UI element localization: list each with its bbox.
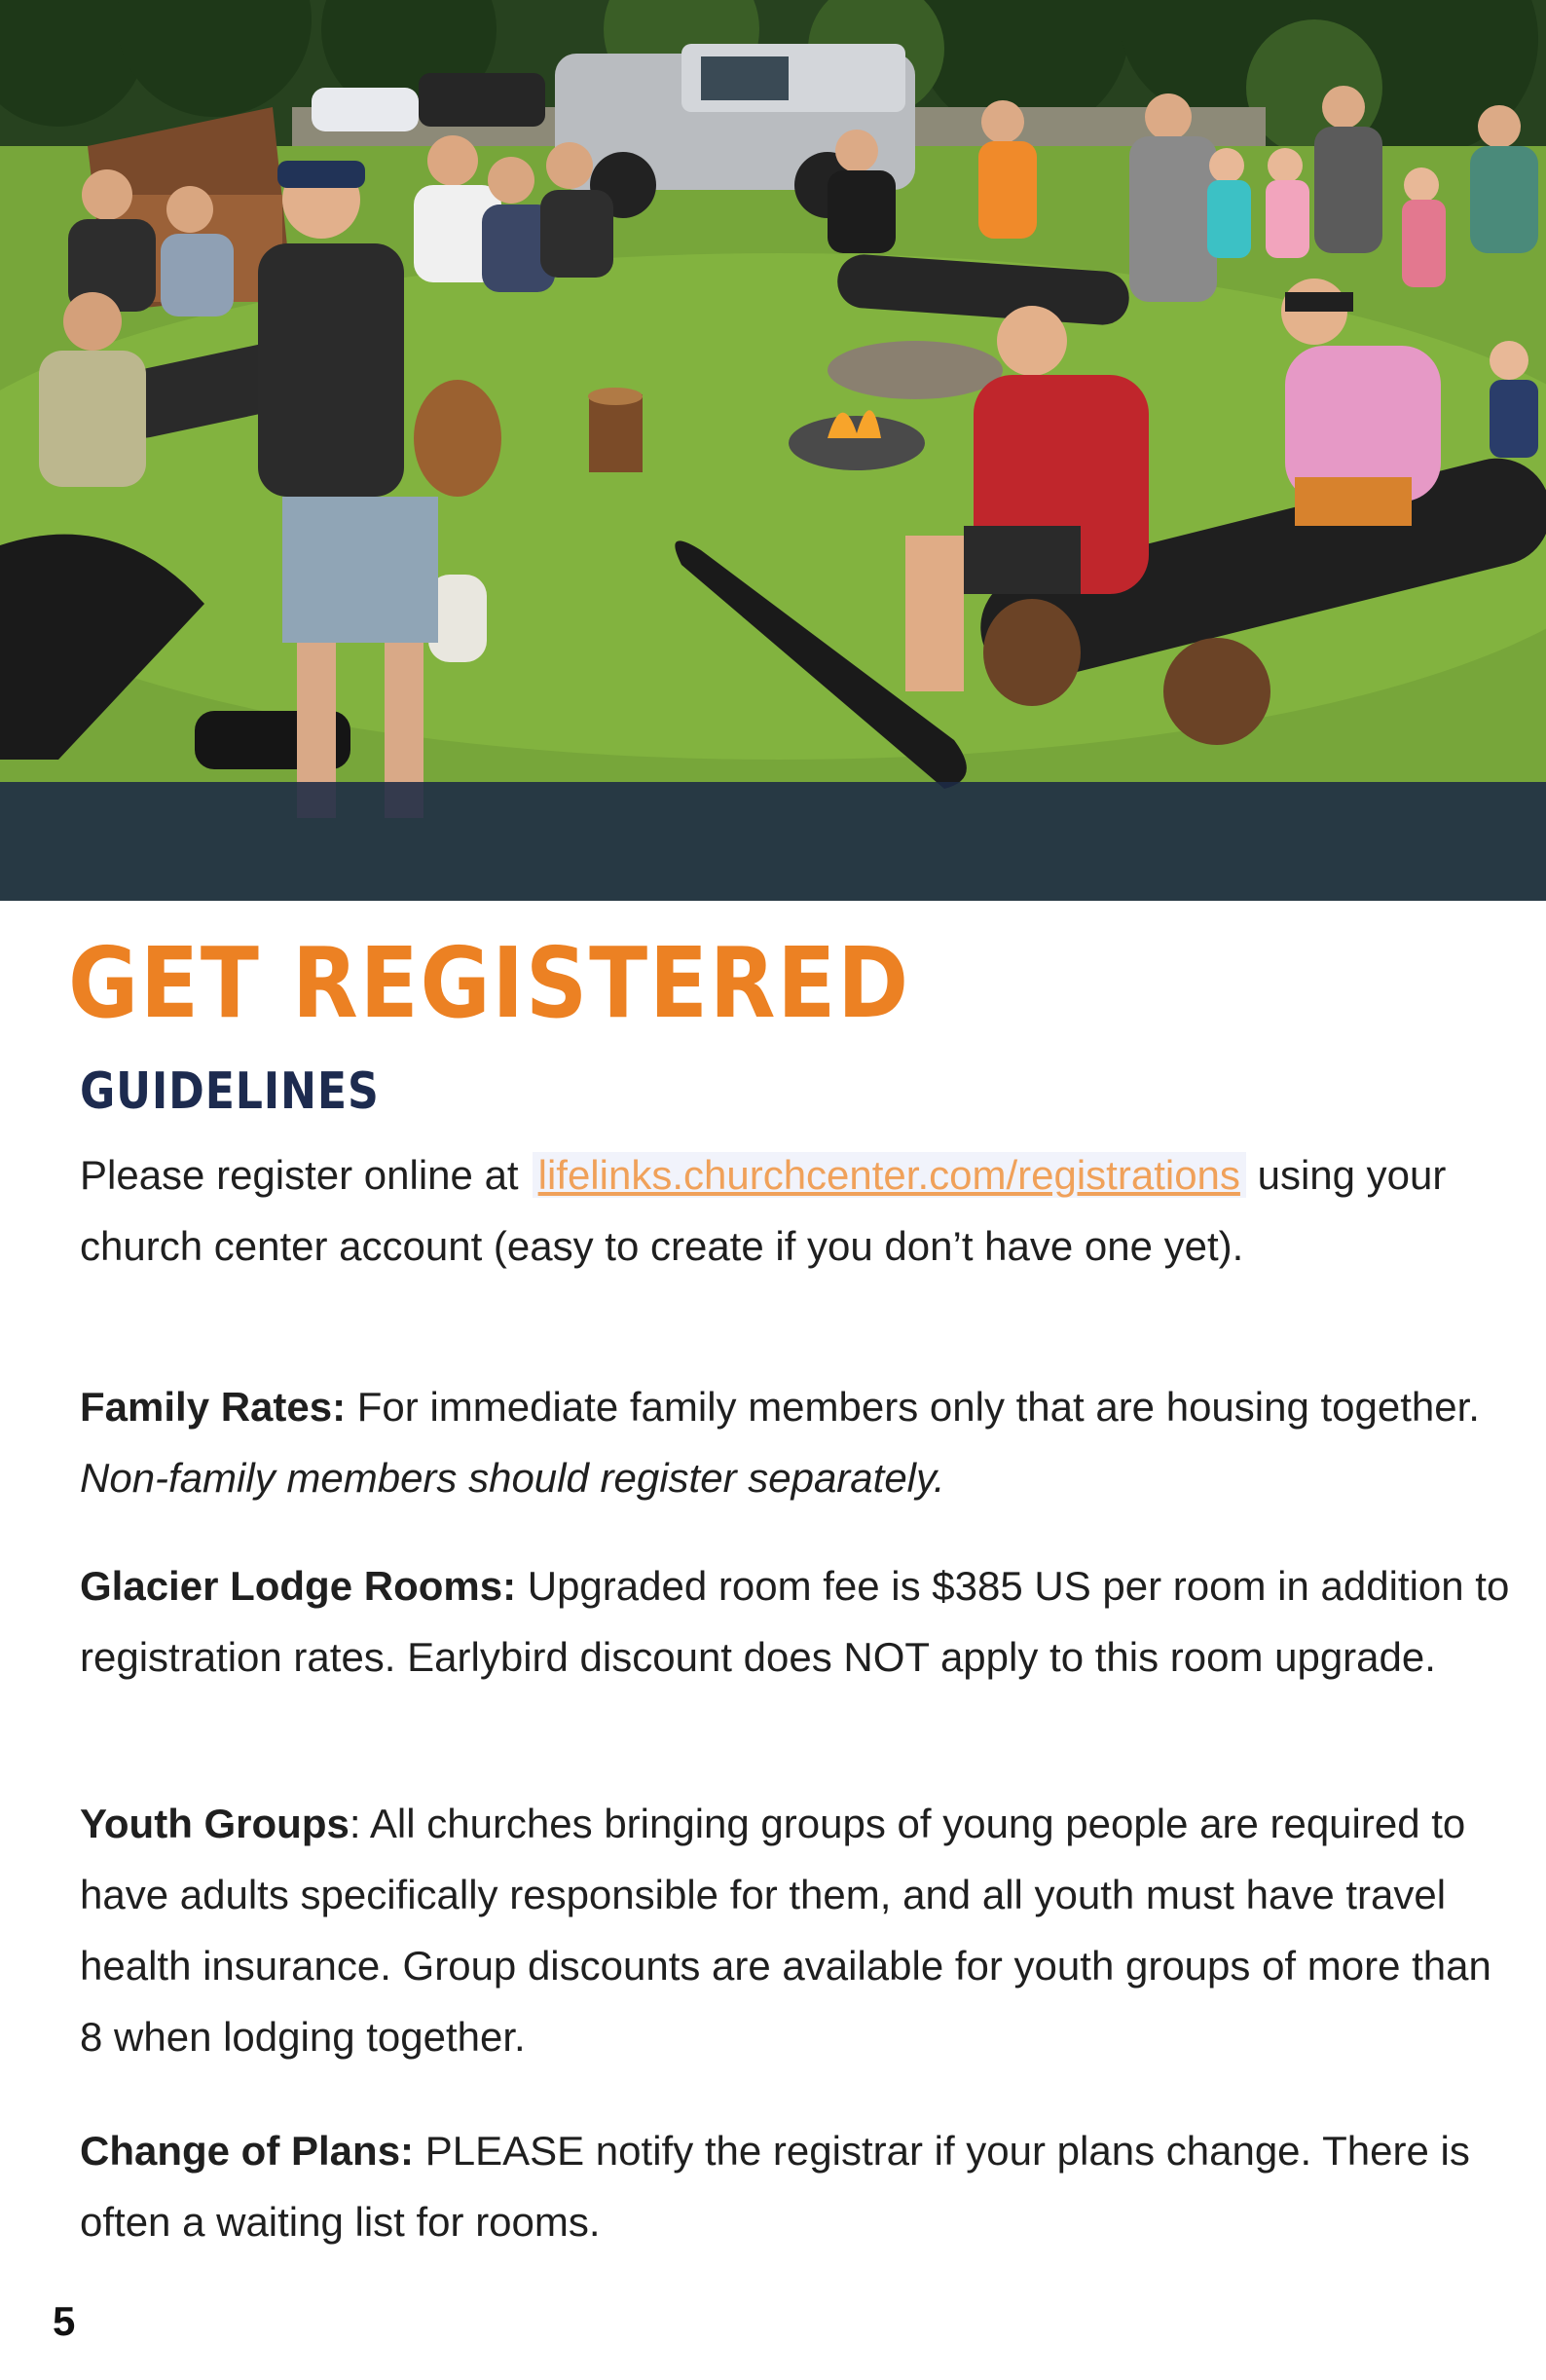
glacier-lodge-label: Glacier Lodge Rooms: bbox=[80, 1563, 517, 1609]
intro-text-after: using your church center account (easy to create if you don’t have one yet). bbox=[80, 1152, 1447, 1269]
change-of-plans-text: PLEASE notify the registrar if your plans change. There is often a waiting list for rooms. bbox=[80, 2128, 1470, 2245]
family-rates-label: Family Rates: bbox=[80, 1384, 347, 1430]
family-rates-note: Non-family members should register separately. bbox=[80, 1455, 945, 1501]
change-of-plans-paragraph bbox=[80, 2115, 1511, 2257]
youth-groups-text: : All churches bringing groups of young people are required to have adults specifically responsible for them, and all youth must have travel health insurance. Group discounts are available for youth groups of more than 8 when lodging together. bbox=[80, 1801, 1491, 2060]
section-subtitle: GUIDELINES bbox=[80, 1062, 380, 1121]
youth-groups-label: Youth Groups bbox=[80, 1801, 350, 1846]
youth-groups-paragraph bbox=[80, 1788, 1511, 2072]
campfire-photo bbox=[0, 0, 1546, 901]
photo-overlay-band bbox=[0, 782, 1546, 901]
page-number: 5 bbox=[53, 2298, 76, 2344]
change-of-plans-label: Change of Plans: bbox=[80, 2128, 415, 2174]
family-rates-paragraph bbox=[80, 1371, 1511, 1513]
glacier-lodge-paragraph bbox=[80, 1550, 1511, 1692]
family-rates-text: For immediate family members only that are housing together. bbox=[346, 1384, 1480, 1430]
page-title: GET REGISTERED bbox=[68, 926, 910, 1040]
campfire-photo-illustration bbox=[0, 0, 1546, 901]
intro-paragraph bbox=[80, 1139, 1511, 1282]
intro-text-before: Please register online at bbox=[80, 1152, 519, 1198]
glacier-lodge-text: Upgraded room fee is $385 US per room in addition to registration rates. Earlybird discount does NOT apply to this room upgrade. bbox=[80, 1563, 1510, 1680]
registration-link[interactable]: lifelinks.churchcenter.com/registrations bbox=[533, 1152, 1246, 1198]
